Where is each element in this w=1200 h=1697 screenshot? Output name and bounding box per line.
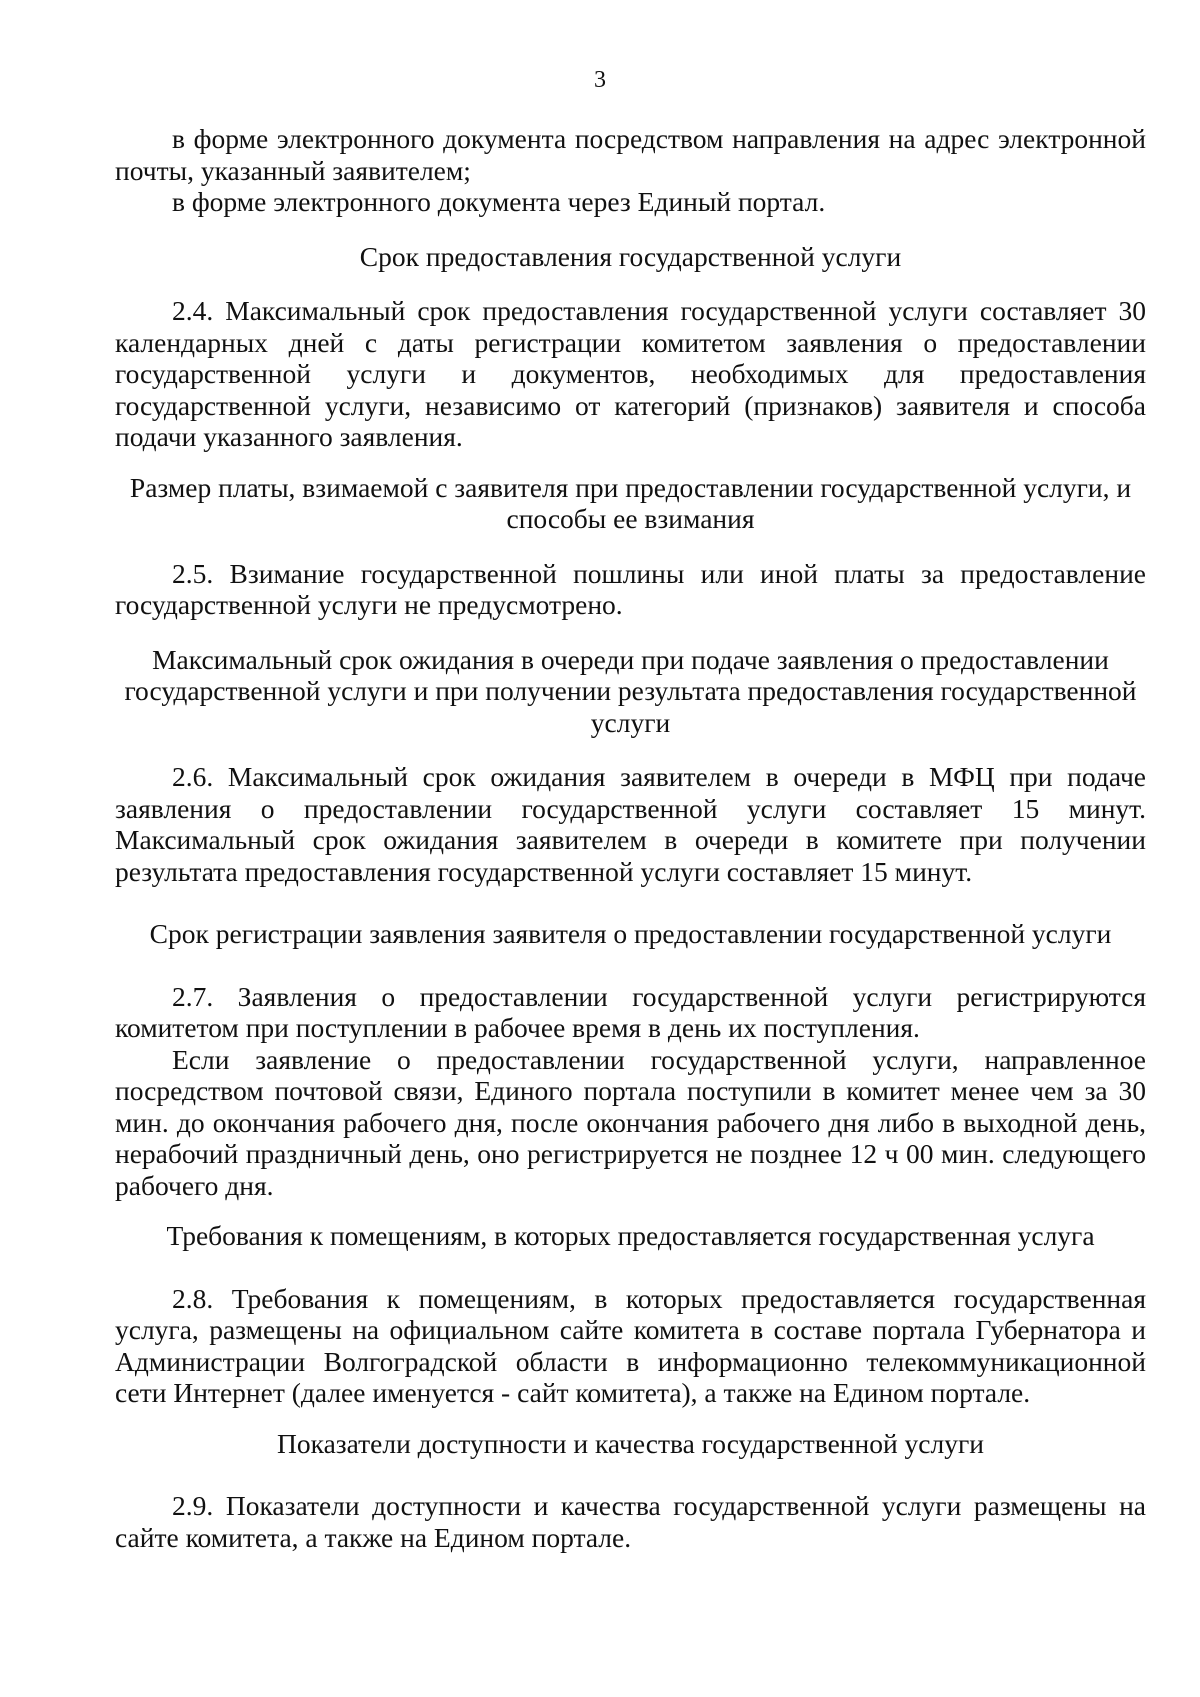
- paragraph-2-8: 2.8. Требования к помещениям, в которых предоставляется государственная услуга, размещены на официальном сайте комитета в составе портала Губернатора и Администрации Волгоградской области в информационно телекоммуникационной сети Интернет (далее именуется - сайт комитета), а также на Едином портале.: [115, 1282, 1146, 1408]
- document-body: [115, 123, 1146, 1553]
- paragraph-2-6: 2.6. Максимальный срок ожидания заявителем в очереди в МФЦ при подаче заявления о предоставлении государственной услуги составляет 15 минут. Максимальный срок ожидания заявителем в очереди в комитете при получении результата предоставления государственной услуги составляет 15 минут.: [115, 761, 1146, 887]
- heading-service-term: Срок предоставления государственной услуги: [359, 240, 902, 272]
- heading-fee: Размер платы, взимаемой с заявителя при предоставлении государственной услуги, и способы ее взимания: [129, 471, 1132, 534]
- heading-premises: Требования к помещениям, в которых предоставляется государственная услуга: [166, 1220, 1095, 1251]
- page-number: 3: [594, 67, 606, 93]
- paragraph-2-7: 2.7. Заявления о предоставлении государственной услуги регистрируются комитетом при поступлении в рабочее время в день их поступления.: [115, 980, 1146, 1043]
- paragraph-delivery-portal: в форме электронного документа через Единый портал.: [172, 186, 826, 217]
- paragraph-2-5: 2.5. Взимание государственной пошлины или иной платы за предоставление государственной услуги не предусмотрено.: [115, 557, 1146, 620]
- paragraph-2-4: 2.4. Максимальный срок предоставления государственной услуги составляет 30 календарных дней с даты регистрации комитетом заявления о предоставлении государственной услуги и документов, необходимых для предоставления государственной услуги, независимо от категорий (признаков) заявителя и способа подачи указанного заявления.: [115, 295, 1146, 452]
- paragraph-2-7-continued: Если заявление о предоставлении государственной услуги, направленное посредством почтовой связи, Единого портала поступили в комитет менее чем за 30 мин. до окончания рабочего дня, после окончания рабочего дня либо в выходной день, нерабочий праздничный день, оно регистрируется не позднее 12 ч 00 мин. следующего рабочего дня.: [115, 1043, 1146, 1201]
- heading-quality-indicators: Показатели доступности и качества государственной услуги: [277, 1427, 984, 1459]
- paragraph-2-9: 2.9. Показатели доступности и качества государственной услуги размещены на сайте комитета, а также на Едином портале.: [115, 1490, 1146, 1553]
- paragraph-delivery-email: в форме электронного документа посредством направления на адрес электронной почты, указанный заявителем;: [115, 123, 1146, 186]
- heading-queue-wait: Максимальный срок ожидания в очереди при подаче заявления о предоставлении государственной услуги и при получении результата предоставления государственной услуги: [124, 643, 1137, 738]
- heading-registration-term: Срок регистрации заявления заявителя о предоставлении государственной услуги: [149, 918, 1112, 949]
